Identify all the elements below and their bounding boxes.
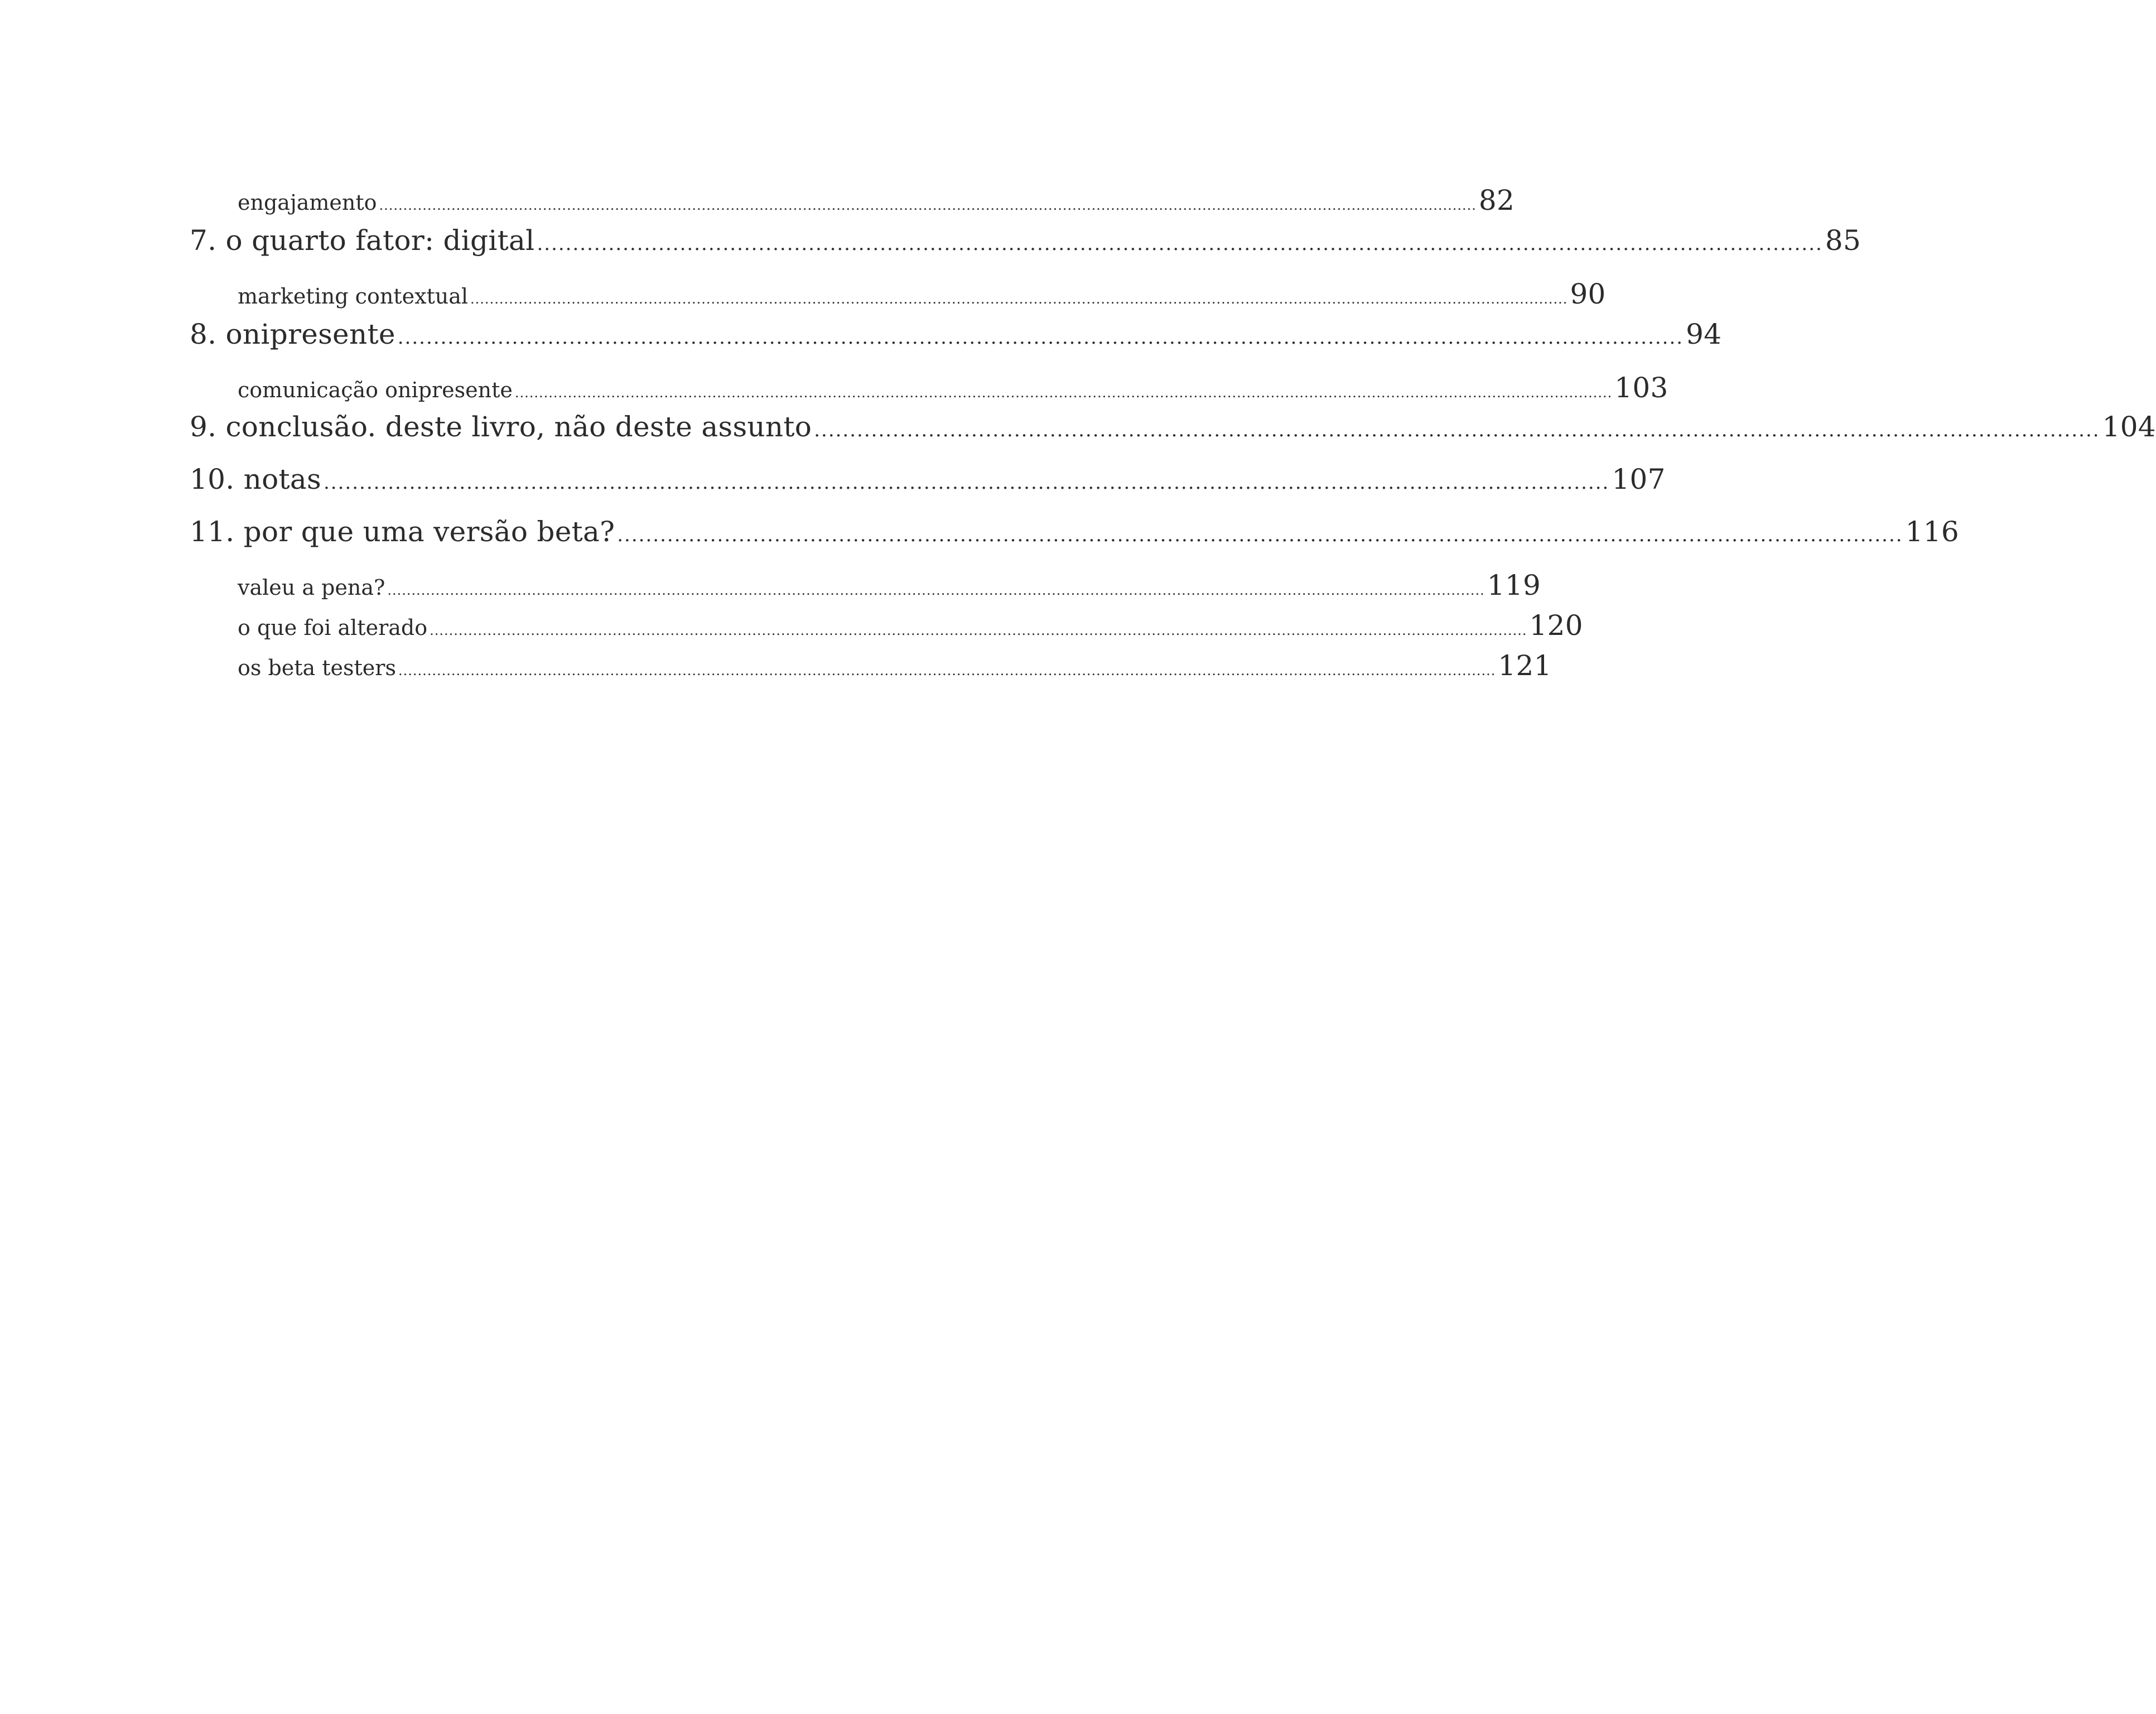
toc-entry-label: 11. por que uma versão beta? xyxy=(190,516,615,548)
toc-entry-label: o que foi alterado xyxy=(238,615,428,640)
toc-dot-leader: .................................................................................................................................................................................... xyxy=(537,233,1823,255)
toc-page-number: 121 xyxy=(1498,649,1552,682)
toc-dot-leader: .................................................................................................................................................................................................................................... xyxy=(430,623,1527,638)
toc-entry-label: 8. onipresente xyxy=(190,318,395,350)
toc-page-number: 103 xyxy=(1614,372,1668,404)
toc-dot-leader: .................................................................................................................................................................................... xyxy=(814,419,2100,441)
toc-dot-leader: .................................................................................................................................................................................................................................... xyxy=(470,291,1568,307)
toc-entry-label: 10. notas xyxy=(190,463,321,495)
toc-entry-label: os beta testers xyxy=(238,656,396,680)
toc-entry-label: comunicação onipresente xyxy=(238,378,513,402)
toc-page-number: 90 xyxy=(1570,278,1606,310)
toc-entry[interactable] xyxy=(238,569,1541,601)
toc-entry-label: marketing contextual xyxy=(238,284,469,309)
toc-dot-leader: .................................................................................................................................................................................................................................... xyxy=(398,663,1496,678)
toc-dot-leader: .................................................................................................................................................................................................................................... xyxy=(387,582,1485,598)
toc-entry-label: engajamento xyxy=(238,190,377,215)
toc-entry[interactable] xyxy=(190,224,1861,257)
toc-dot-leader: .................................................................................................................................................................................... xyxy=(323,471,1610,494)
toc-entry[interactable] xyxy=(238,278,1606,310)
toc-dot-leader: .................................................................................................................................................................................................................................... xyxy=(514,385,1613,401)
toc-dot-leader: .................................................................................................................................................................................... xyxy=(617,524,1903,546)
toc-dot-leader: .................................................................................................................................................................................................................................... xyxy=(379,198,1477,213)
toc-page-number: 104 xyxy=(2102,411,2156,443)
toc-entry-label: 9. conclusão. deste livro, não deste assunto xyxy=(190,411,812,443)
toc-page-number: 85 xyxy=(1825,224,1861,257)
toc-entry-label: 7. o quarto fator: digital xyxy=(190,224,535,257)
toc-page-number: 94 xyxy=(1686,318,1722,350)
toc-entry[interactable] xyxy=(238,649,1552,682)
toc-page-number: 116 xyxy=(1905,516,1959,548)
toc-page-number: 107 xyxy=(1612,463,1666,495)
toc-page-number: 120 xyxy=(1529,609,1583,642)
toc-entry[interactable] xyxy=(190,318,1722,350)
toc-page-number: 119 xyxy=(1487,569,1541,601)
toc-entry[interactable] xyxy=(238,609,1583,642)
toc-entry[interactable] xyxy=(190,463,1666,495)
toc-entry[interactable] xyxy=(238,372,1668,404)
toc-dot-leader: .................................................................................................................................................................................... xyxy=(397,326,1684,349)
toc-entry[interactable] xyxy=(238,184,1515,216)
toc-entry[interactable] xyxy=(190,411,2156,443)
toc-entry[interactable] xyxy=(190,516,1959,548)
toc-page-number: 82 xyxy=(1478,184,1515,216)
toc-entry-label: valeu a pena? xyxy=(238,575,385,600)
